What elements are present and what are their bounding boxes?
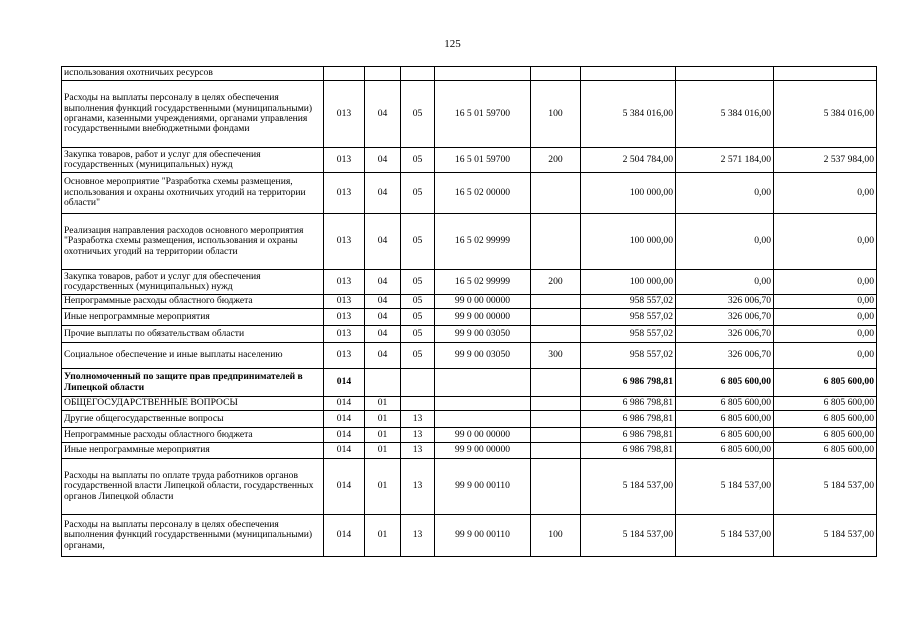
amount-year-2: 0,00 [676, 173, 774, 214]
expense-type-code [531, 369, 581, 397]
ved-code: 014 [324, 443, 365, 459]
subsection-code: 05 [401, 270, 435, 295]
amount-year-3: 5 384 016,00 [774, 81, 877, 148]
subsection-code: 05 [401, 148, 435, 173]
section-code: 04 [365, 326, 401, 343]
row-name: Непрограммные расходы областного бюджета [62, 295, 324, 309]
subsection-code: 13 [401, 411, 435, 428]
table-row [62, 67, 877, 81]
ved-code: 014 [324, 459, 365, 515]
row-name: Закупка товаров, работ и услуг для обеспечения государственных (муниципальных) нужд [62, 148, 324, 173]
expense-type-code [531, 295, 581, 309]
ved-code: 014 [324, 369, 365, 397]
section-code: 04 [365, 270, 401, 295]
section-code: 04 [365, 148, 401, 173]
section-code: 01 [365, 428, 401, 443]
section-code: 04 [365, 295, 401, 309]
row-name: Расходы на выплаты персоналу в целях обеспечения выполнения функций государственными (муниципальными) органами, [62, 515, 324, 557]
amount-year-1: 100 000,00 [581, 214, 676, 270]
expense-type-code [531, 411, 581, 428]
expense-type-code: 200 [531, 270, 581, 295]
target-article-code: 99 9 00 00000 [435, 443, 531, 459]
ved-code: 013 [324, 81, 365, 148]
amount-year-3: 0,00 [774, 326, 877, 343]
amount-year-3: 2 537 984,00 [774, 148, 877, 173]
amount-year-1: 100 000,00 [581, 173, 676, 214]
section-code [365, 369, 401, 397]
expense-type-code: 100 [531, 515, 581, 557]
subsection-code [401, 397, 435, 411]
amount-year-2: 2 571 184,00 [676, 148, 774, 173]
row-name: Реализация направления расходов основного мероприятия "Разработка схемы размещения, использования и охраны охотничьих угодий на территории области [62, 214, 324, 270]
table-row [62, 214, 877, 270]
amount-year-3 [774, 67, 877, 81]
row-name: Расходы на выплаты персоналу в целях обеспечения выполнения функций государственными (муниципальными) органами, казенными учреждениями, органами управления государственными внебюджетными фондами [62, 81, 324, 148]
ved-code [324, 67, 365, 81]
amount-year-2: 0,00 [676, 270, 774, 295]
expense-type-code [531, 173, 581, 214]
amount-year-1: 958 557,02 [581, 309, 676, 326]
row-name: Социальное обеспечение и иные выплаты населению [62, 343, 324, 369]
table-row [62, 443, 877, 459]
table-row [62, 295, 877, 309]
section-code: 01 [365, 411, 401, 428]
amount-year-3: 0,00 [774, 295, 877, 309]
row-name: Уполномоченный по защите прав предпринимателей в Липецкой области [62, 369, 324, 397]
page-number: 125 [444, 38, 461, 50]
expense-type-code: 200 [531, 148, 581, 173]
ved-code: 013 [324, 343, 365, 369]
row-name: Иные непрограммные мероприятия [62, 443, 324, 459]
amount-year-1: 958 557,02 [581, 326, 676, 343]
amount-year-3: 6 805 600,00 [774, 428, 877, 443]
amount-year-2: 0,00 [676, 214, 774, 270]
ved-code: 013 [324, 270, 365, 295]
amount-year-3: 0,00 [774, 214, 877, 270]
table-row [62, 148, 877, 173]
amount-year-3: 0,00 [774, 173, 877, 214]
amount-year-1: 5 384 016,00 [581, 81, 676, 148]
subsection-code: 05 [401, 173, 435, 214]
target-article-code: 99 0 00 00000 [435, 295, 531, 309]
amount-year-3: 6 805 600,00 [774, 443, 877, 459]
row-name: Иные непрограммные мероприятия [62, 309, 324, 326]
amount-year-1: 6 986 798,81 [581, 443, 676, 459]
amount-year-3: 6 805 600,00 [774, 411, 877, 428]
section-code: 04 [365, 214, 401, 270]
budget-table [61, 66, 877, 557]
amount-year-2: 326 006,70 [676, 343, 774, 369]
amount-year-2: 5 184 537,00 [676, 459, 774, 515]
ved-code: 013 [324, 326, 365, 343]
expense-type-code [531, 326, 581, 343]
ved-code: 014 [324, 428, 365, 443]
target-article-code: 99 9 00 00000 [435, 309, 531, 326]
amount-year-3: 6 805 600,00 [774, 369, 877, 397]
target-article-code: 16 5 02 00000 [435, 173, 531, 214]
row-name: использования охотничьих ресурсов [62, 67, 324, 81]
subsection-code: 13 [401, 459, 435, 515]
expense-type-code [531, 397, 581, 411]
ved-code: 014 [324, 397, 365, 411]
section-code: 01 [365, 443, 401, 459]
subsection-code: 13 [401, 443, 435, 459]
target-article-code [435, 67, 531, 81]
expense-type-code [531, 67, 581, 81]
table-row [62, 81, 877, 148]
target-article-code [435, 397, 531, 411]
amount-year-1: 5 184 537,00 [581, 515, 676, 557]
section-code: 04 [365, 173, 401, 214]
section-code: 01 [365, 397, 401, 411]
subsection-code: 05 [401, 309, 435, 326]
subsection-code: 13 [401, 428, 435, 443]
section-code: 04 [365, 81, 401, 148]
amount-year-2: 6 805 600,00 [676, 369, 774, 397]
target-article-code: 16 5 01 59700 [435, 81, 531, 148]
section-code: 01 [365, 515, 401, 557]
amount-year-1: 958 557,02 [581, 295, 676, 309]
amount-year-3: 0,00 [774, 309, 877, 326]
table-row [62, 369, 877, 397]
expense-type-code: 100 [531, 81, 581, 148]
ved-code: 013 [324, 214, 365, 270]
expense-type-code [531, 214, 581, 270]
amount-year-2: 6 805 600,00 [676, 411, 774, 428]
amount-year-1: 100 000,00 [581, 270, 676, 295]
row-name: Расходы на выплаты по оплате труда работников органов государственной власти Липецкой области, государственных органов Липецкой области [62, 459, 324, 515]
amount-year-1 [581, 67, 676, 81]
ved-code: 014 [324, 515, 365, 557]
subsection-code: 05 [401, 343, 435, 369]
subsection-code: 05 [401, 326, 435, 343]
amount-year-1: 5 184 537,00 [581, 459, 676, 515]
amount-year-2 [676, 67, 774, 81]
amount-year-2: 6 805 600,00 [676, 428, 774, 443]
table-row [62, 270, 877, 295]
row-name: Другие общегосударственные вопросы [62, 411, 324, 428]
table-row [62, 326, 877, 343]
amount-year-1: 6 986 798,81 [581, 397, 676, 411]
amount-year-3: 5 184 537,00 [774, 459, 877, 515]
expense-type-code [531, 428, 581, 443]
section-code: 04 [365, 343, 401, 369]
amount-year-2: 5 184 537,00 [676, 515, 774, 557]
amount-year-1: 6 986 798,81 [581, 369, 676, 397]
subsection-code [401, 67, 435, 81]
expense-type-code: 300 [531, 343, 581, 369]
table-row [62, 459, 877, 515]
amount-year-1: 958 557,02 [581, 343, 676, 369]
target-article-code: 99 9 00 03050 [435, 326, 531, 343]
section-code: 01 [365, 459, 401, 515]
amount-year-2: 5 384 016,00 [676, 81, 774, 148]
row-name: Основное мероприятие "Разработка схемы размещения, использования и охраны охотничьих угодий на территории области" [62, 173, 324, 214]
ved-code: 013 [324, 309, 365, 326]
row-name: Прочие выплаты по обязательствам области [62, 326, 324, 343]
amount-year-2: 326 006,70 [676, 309, 774, 326]
subsection-code: 05 [401, 81, 435, 148]
amount-year-2: 6 805 600,00 [676, 397, 774, 411]
target-article-code: 16 5 01 59700 [435, 148, 531, 173]
section-code: 04 [365, 309, 401, 326]
table-row [62, 428, 877, 443]
amount-year-3: 0,00 [774, 270, 877, 295]
table-row [62, 397, 877, 411]
expense-type-code [531, 459, 581, 515]
section-code [365, 67, 401, 81]
target-article-code [435, 369, 531, 397]
amount-year-2: 326 006,70 [676, 295, 774, 309]
table-row [62, 411, 877, 428]
target-article-code [435, 411, 531, 428]
target-article-code: 99 0 00 00000 [435, 428, 531, 443]
target-article-code: 99 9 00 00110 [435, 515, 531, 557]
amount-year-1: 6 986 798,81 [581, 411, 676, 428]
amount-year-3: 0,00 [774, 343, 877, 369]
target-article-code: 16 5 02 99999 [435, 214, 531, 270]
target-article-code: 99 9 00 00110 [435, 459, 531, 515]
table-row [62, 343, 877, 369]
subsection-code [401, 369, 435, 397]
amount-year-1: 6 986 798,81 [581, 428, 676, 443]
amount-year-2: 6 805 600,00 [676, 443, 774, 459]
table-row [62, 515, 877, 557]
amount-year-1: 2 504 784,00 [581, 148, 676, 173]
ved-code: 014 [324, 411, 365, 428]
subsection-code: 13 [401, 515, 435, 557]
target-article-code: 99 9 00 03050 [435, 343, 531, 369]
table-row [62, 309, 877, 326]
ved-code: 013 [324, 173, 365, 214]
table-row [62, 173, 877, 214]
target-article-code: 16 5 02 99999 [435, 270, 531, 295]
amount-year-3: 6 805 600,00 [774, 397, 877, 411]
row-name: Закупка товаров, работ и услуг для обеспечения государственных (муниципальных) нужд [62, 270, 324, 295]
subsection-code: 05 [401, 214, 435, 270]
ved-code: 013 [324, 295, 365, 309]
amount-year-3: 5 184 537,00 [774, 515, 877, 557]
subsection-code: 05 [401, 295, 435, 309]
amount-year-2: 326 006,70 [676, 326, 774, 343]
ved-code: 013 [324, 148, 365, 173]
expense-type-code [531, 309, 581, 326]
row-name: Непрограммные расходы областного бюджета [62, 428, 324, 443]
row-name: ОБЩЕГОСУДАРСТВЕННЫЕ ВОПРОСЫ [62, 397, 324, 411]
expense-type-code [531, 443, 581, 459]
